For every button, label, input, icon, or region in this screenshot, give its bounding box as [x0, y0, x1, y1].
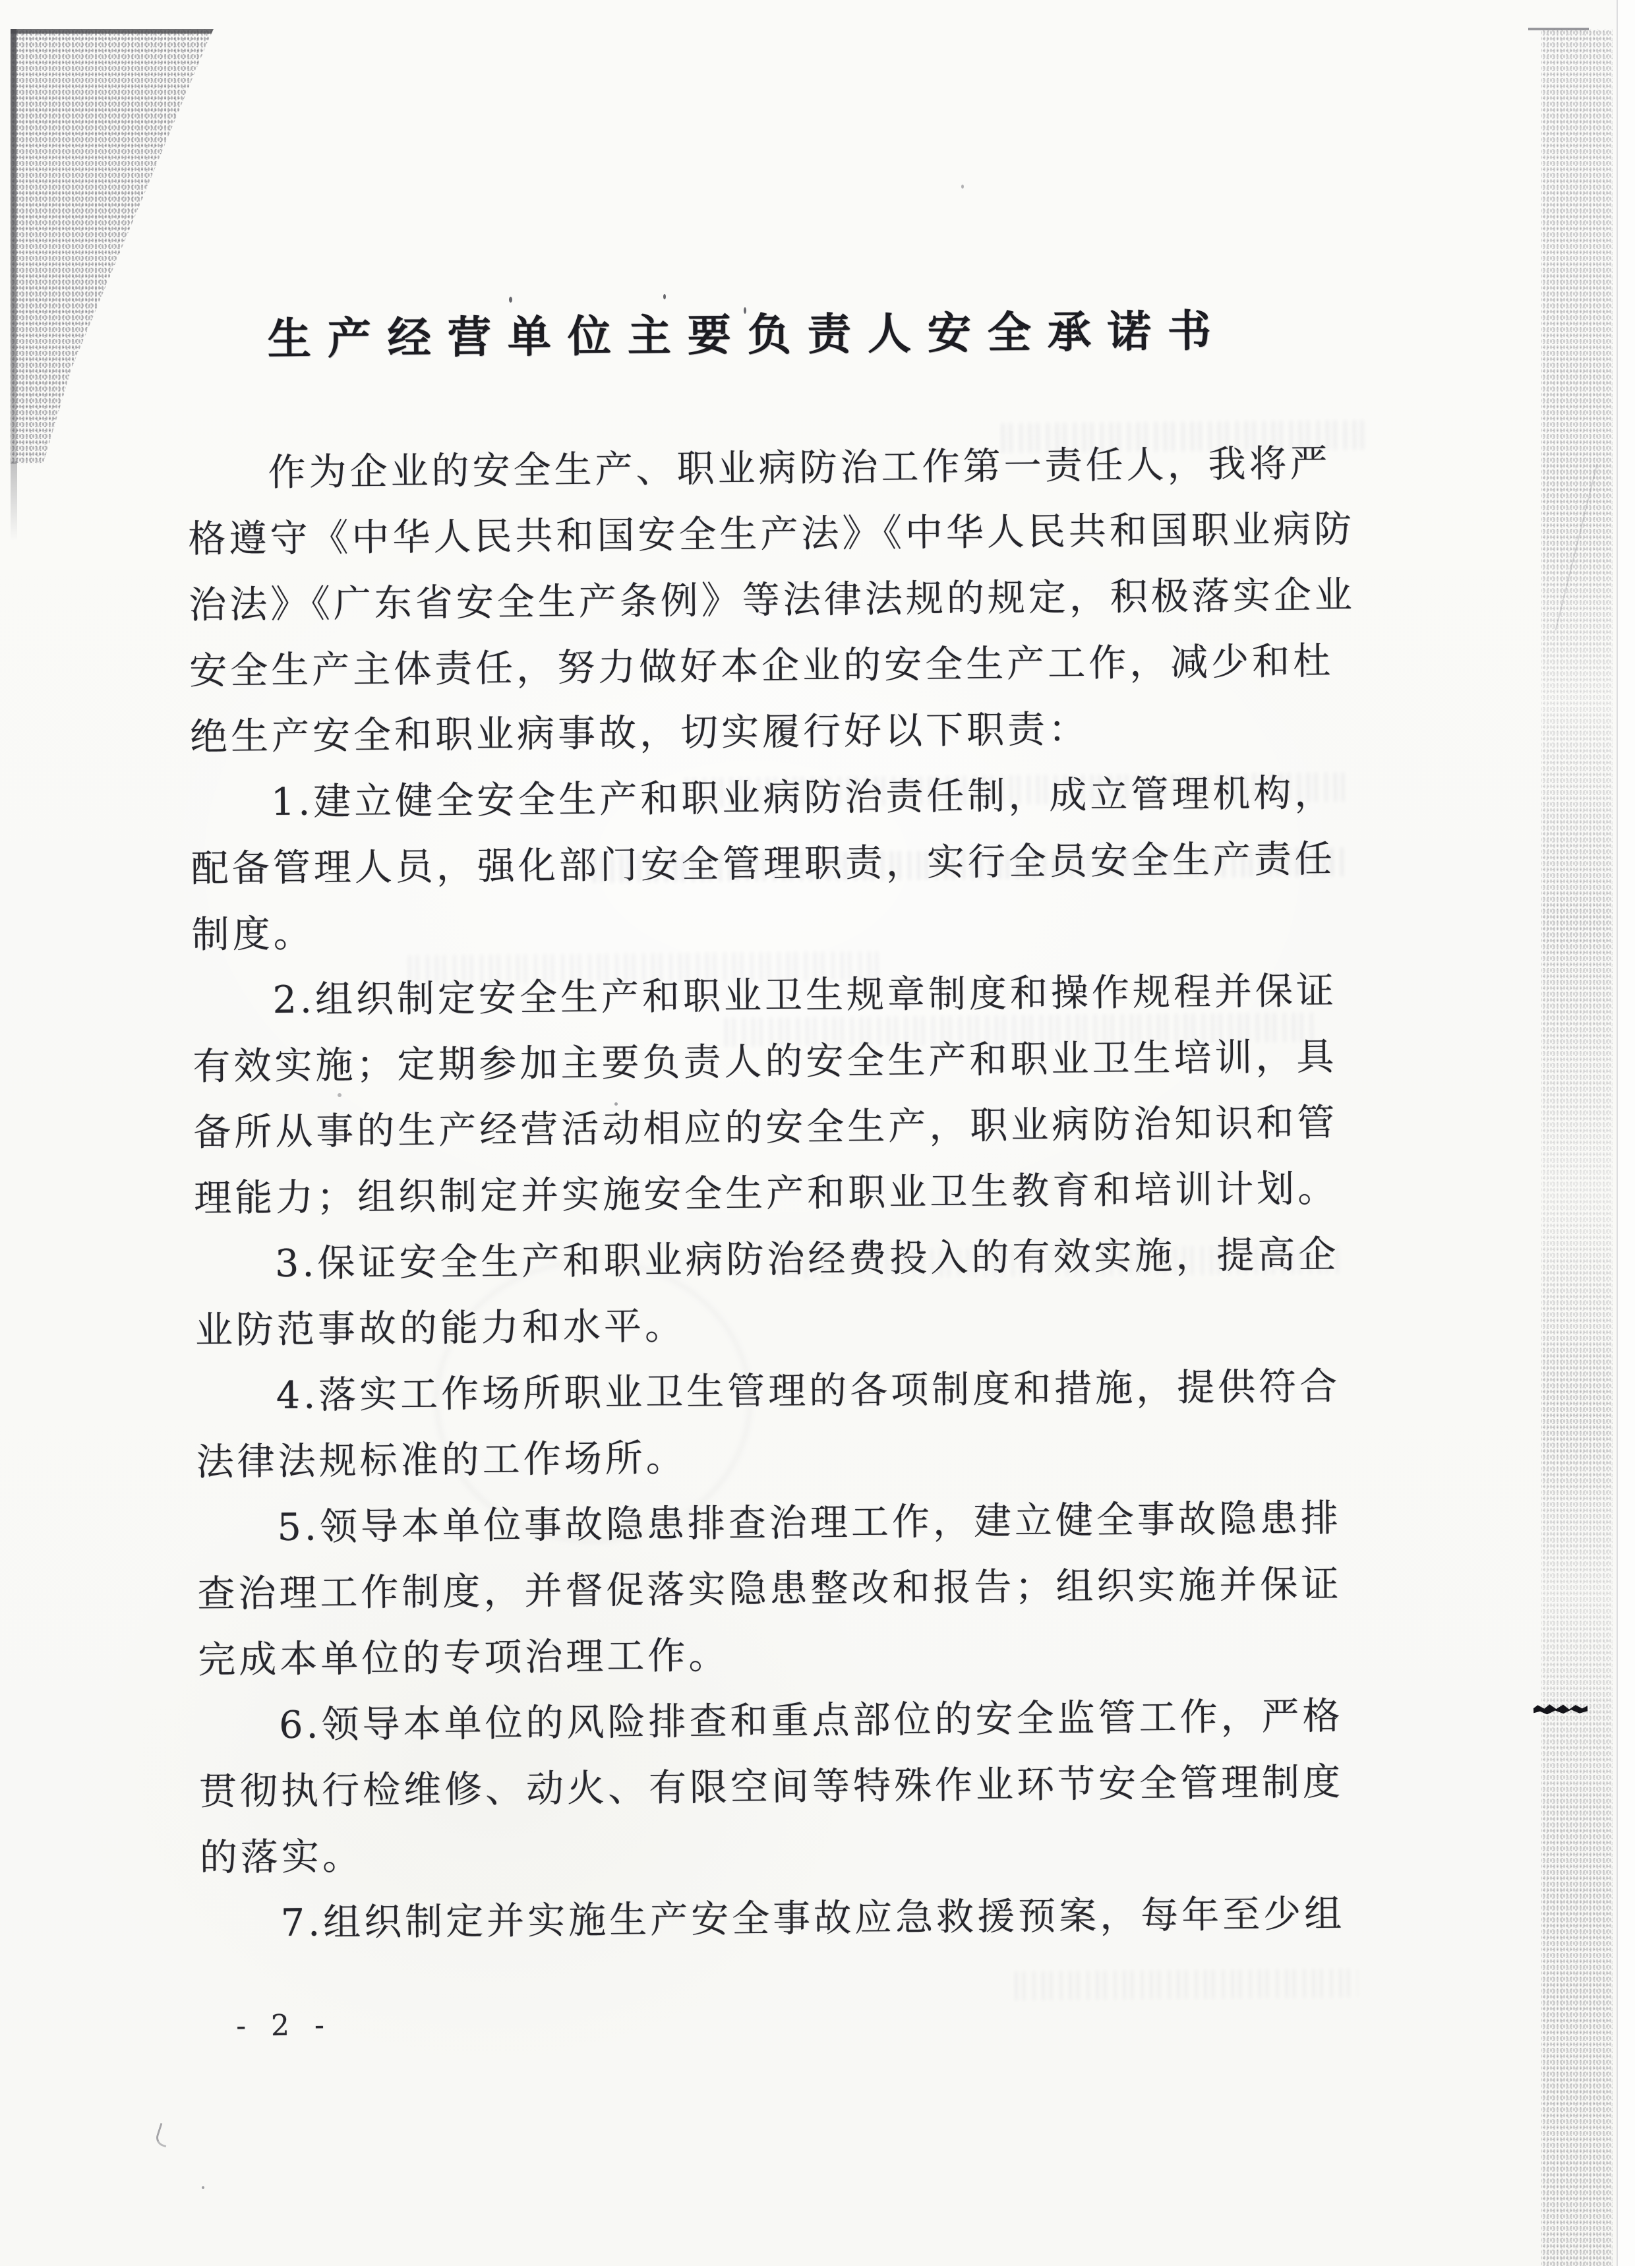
text-line: 完成本单位的专项治理工作。	[198, 1634, 730, 1683]
text-line: 贯彻执行检维修、动火、有限空间等特殊作业环节安全管理制度	[198, 1760, 1344, 1814]
text-line: 理能力；组织制定并实施安全生产和职业卫生教育和培训计划。	[193, 1166, 1339, 1221]
text-line: 的落实。	[199, 1834, 364, 1880]
text-line: 配备管理人员，强化部门安全管理职责，实行全员安全生产责任	[191, 837, 1336, 891]
text-line: 查治理工作制度，并督促落实隐患整改和报告；组织实施并保证	[197, 1562, 1342, 1617]
text-line: 格遵守《中华人民共和国安全生产法》《中华人民共和国职业病防	[188, 507, 1355, 562]
text-line: 1.建立健全安全生产和职业病防治责任制，成立管理机构，	[270, 771, 1336, 825]
text-line: 6.领导本单位的风险排查和重点部位的安全监管工作，严格	[278, 1694, 1344, 1747]
text-line: 5.领导本单位事故隐患排查治理工作，建立健全事故隐患排	[277, 1496, 1342, 1550]
text-line: 制度。	[191, 912, 315, 957]
text-line: 法律法规标准的工作场所。	[196, 1436, 687, 1485]
text-line: 4.落实工作场所职业卫生管理的各项制度和措施，提供符合	[276, 1364, 1341, 1418]
text-line: 7.组织制定并实施生产安全事故应急救援预案，每年至少组	[280, 1892, 1346, 1945]
text-line: 有效实施；定期参加主要负责人的安全生产和职业卫生培训，具	[193, 1034, 1338, 1089]
text-line: 备所从事的生产经营活动相应的安全生产，职业病防治知识和管	[193, 1100, 1338, 1155]
page-number: - 2 -	[235, 2008, 333, 2043]
text-line: 安全生产主体责任，努力做好本企业的安全生产工作，减少和杜	[189, 639, 1334, 694]
page-title: 生产经营单位主要负责人安全承诺书	[267, 305, 1228, 365]
text-line: 绝生产安全和职业病事故，切实履行好以下职责：	[189, 707, 1090, 760]
text-line: 作为企业的安全生产、职业病防治工作第一责任人，我将严	[268, 442, 1331, 495]
text-line: 2.组织制定安全生产和职业卫生规章制度和操作规程并保证	[272, 969, 1338, 1023]
text-line: 业防范事故的能力和水平。	[194, 1304, 686, 1353]
text-line: 治法》《广东省安全生产条例》等法律法规的规定，积极落实企业	[189, 573, 1356, 628]
body-text	[187, 431, 1381, 1957]
text-line: 3.保证安全生产和职业病防治经费投入的有效实施，提高企	[274, 1232, 1340, 1286]
